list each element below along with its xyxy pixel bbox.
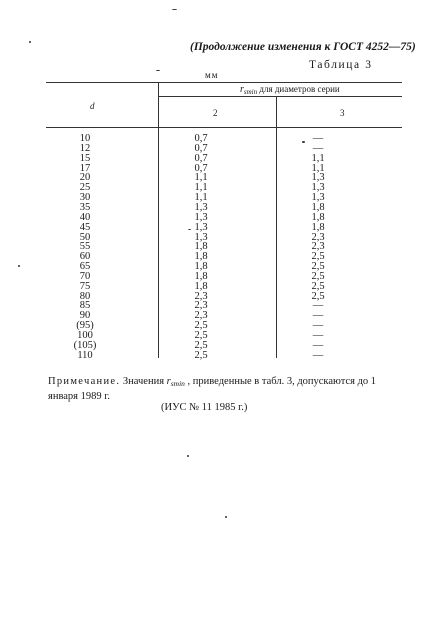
d-cell: 17: [79, 162, 91, 174]
col-header-series-2: 2: [213, 108, 218, 118]
d-cell: 12: [79, 142, 91, 154]
series-3-cell: —: [312, 330, 324, 341]
series-2-cell: 2,5: [194, 349, 208, 361]
d-cell: 75: [79, 280, 91, 292]
col-group-text: для диаметров серии: [259, 84, 340, 94]
d-cell: 25: [79, 182, 91, 194]
d-cell: 45: [79, 221, 91, 233]
series-3-cell: —: [312, 339, 324, 351]
d-cell: 30: [79, 192, 91, 204]
series-3-cell: 2,5: [311, 280, 325, 292]
column-divider-d: [158, 82, 159, 358]
source-reference: (ИУС № 11 1985 г.): [161, 402, 248, 413]
series-2-cell: 1,8: [194, 270, 208, 282]
d-cell: 50: [79, 231, 91, 243]
series-2-cell: 0,7: [194, 152, 208, 164]
series-3-cell: 2,3: [311, 231, 325, 243]
d-cell: 55: [79, 241, 91, 253]
r-subscript: smin: [243, 88, 258, 96]
series-2-cell: 2,3: [194, 290, 208, 302]
note-paragraph: [48, 375, 408, 403]
series-2-cell: 1,3: [194, 221, 208, 233]
series-2-cell: 2,3: [194, 310, 208, 322]
d-cell: (95): [76, 320, 94, 332]
series-3-cell: —: [312, 310, 324, 322]
header-bottom-rule: [46, 127, 402, 128]
r-symbol: r: [240, 84, 244, 95]
series-2-cell: 2,5: [194, 320, 208, 332]
series-2-cell: 1,1: [194, 182, 208, 194]
scan-speck: [225, 516, 227, 518]
series-2-cell: 1,8: [194, 241, 208, 253]
series-3-cell: 1,8: [311, 211, 325, 223]
series-2-cell: 2,5: [194, 330, 208, 341]
d-cell: 110: [77, 349, 93, 361]
series-2-cell: 2,3: [194, 300, 208, 312]
series-3-cell: 1,3: [311, 182, 325, 194]
series-2-cell: 1,3: [194, 211, 208, 223]
note-post: , приведенные в табл. 3, допускаются до 1 января 1989 г.: [48, 376, 377, 402]
series-2-cell: 0,7: [194, 162, 208, 174]
d-cell: 65: [79, 261, 91, 273]
series-2-cell: 1,1: [194, 172, 208, 184]
table-label: Таблица 3: [309, 59, 373, 71]
column-divider-series: [276, 96, 277, 358]
d-cell: 100: [77, 330, 93, 341]
series-3-cell: 2,3: [311, 241, 325, 253]
col-header-series-3: 3: [340, 108, 345, 118]
scan-speck: [156, 70, 160, 71]
table-top-rule: [46, 82, 402, 83]
series-2-cell: 1,8: [194, 261, 208, 273]
note-lead: Примечание.: [48, 376, 121, 387]
series-3-cell: 2,5: [311, 251, 325, 263]
d-cell: 90: [79, 310, 91, 322]
series-3-cell: —: [312, 300, 324, 312]
series-2-cell: 0,7: [194, 142, 208, 154]
note-pre: Значения: [120, 376, 167, 387]
d-cell: 70: [79, 270, 91, 282]
scan-speck: [302, 141, 305, 143]
d-cell: 10: [79, 133, 91, 144]
series-2-cell: 1,3: [194, 201, 208, 213]
subheader-rule: [159, 96, 402, 97]
scan-speck: [187, 455, 189, 457]
col-group-header: [240, 84, 340, 96]
series-3-cell: —: [312, 320, 324, 332]
scan-speck: [188, 229, 191, 230]
series-2-cell: 1,8: [194, 251, 208, 263]
series-3-cell: 2,5: [311, 290, 325, 302]
series-3-cell: 1,1: [311, 162, 325, 174]
scan-speck: [18, 265, 20, 267]
unit-label: мм: [205, 70, 219, 80]
d-cell: 20: [79, 172, 91, 184]
series-2-cell: 0,7: [194, 133, 208, 144]
series-3-cell: —: [312, 142, 324, 154]
series-3-cell: 1,3: [311, 192, 325, 204]
series-3-cell: —: [312, 349, 324, 361]
series-2-cell: 2,5: [194, 339, 208, 351]
series-2-cell: 1,1: [194, 192, 208, 204]
continuation-header: (Продолжение изменения к ГОСТ 4252—75): [190, 41, 416, 53]
series-3-cell: 1,3: [311, 172, 325, 184]
note-r-symbol: r: [166, 376, 171, 387]
d-cell: 35: [79, 201, 91, 213]
scan-speck: [172, 9, 177, 10]
series-3-cell: 1,8: [311, 201, 325, 213]
col-header-d: d: [90, 101, 95, 111]
d-cell: 80: [79, 290, 91, 302]
series-3-cell: 1,1: [311, 152, 325, 164]
d-cell: 85: [79, 300, 91, 312]
d-cell: 60: [79, 251, 91, 263]
series-3-cell: 2,5: [311, 270, 325, 282]
note-r-subscript: smin: [170, 379, 185, 388]
series-3-cell: —: [312, 133, 324, 144]
series-3-cell: 2,5: [311, 261, 325, 273]
series-2-cell: 1,8: [194, 280, 208, 292]
d-cell: 40: [79, 211, 91, 223]
d-cell: (105): [73, 339, 97, 351]
d-cell: 15: [79, 152, 91, 164]
series-2-cell: 1,3: [194, 231, 208, 243]
series-3-cell: 1,8: [311, 221, 325, 233]
scan-speck: [29, 41, 31, 43]
